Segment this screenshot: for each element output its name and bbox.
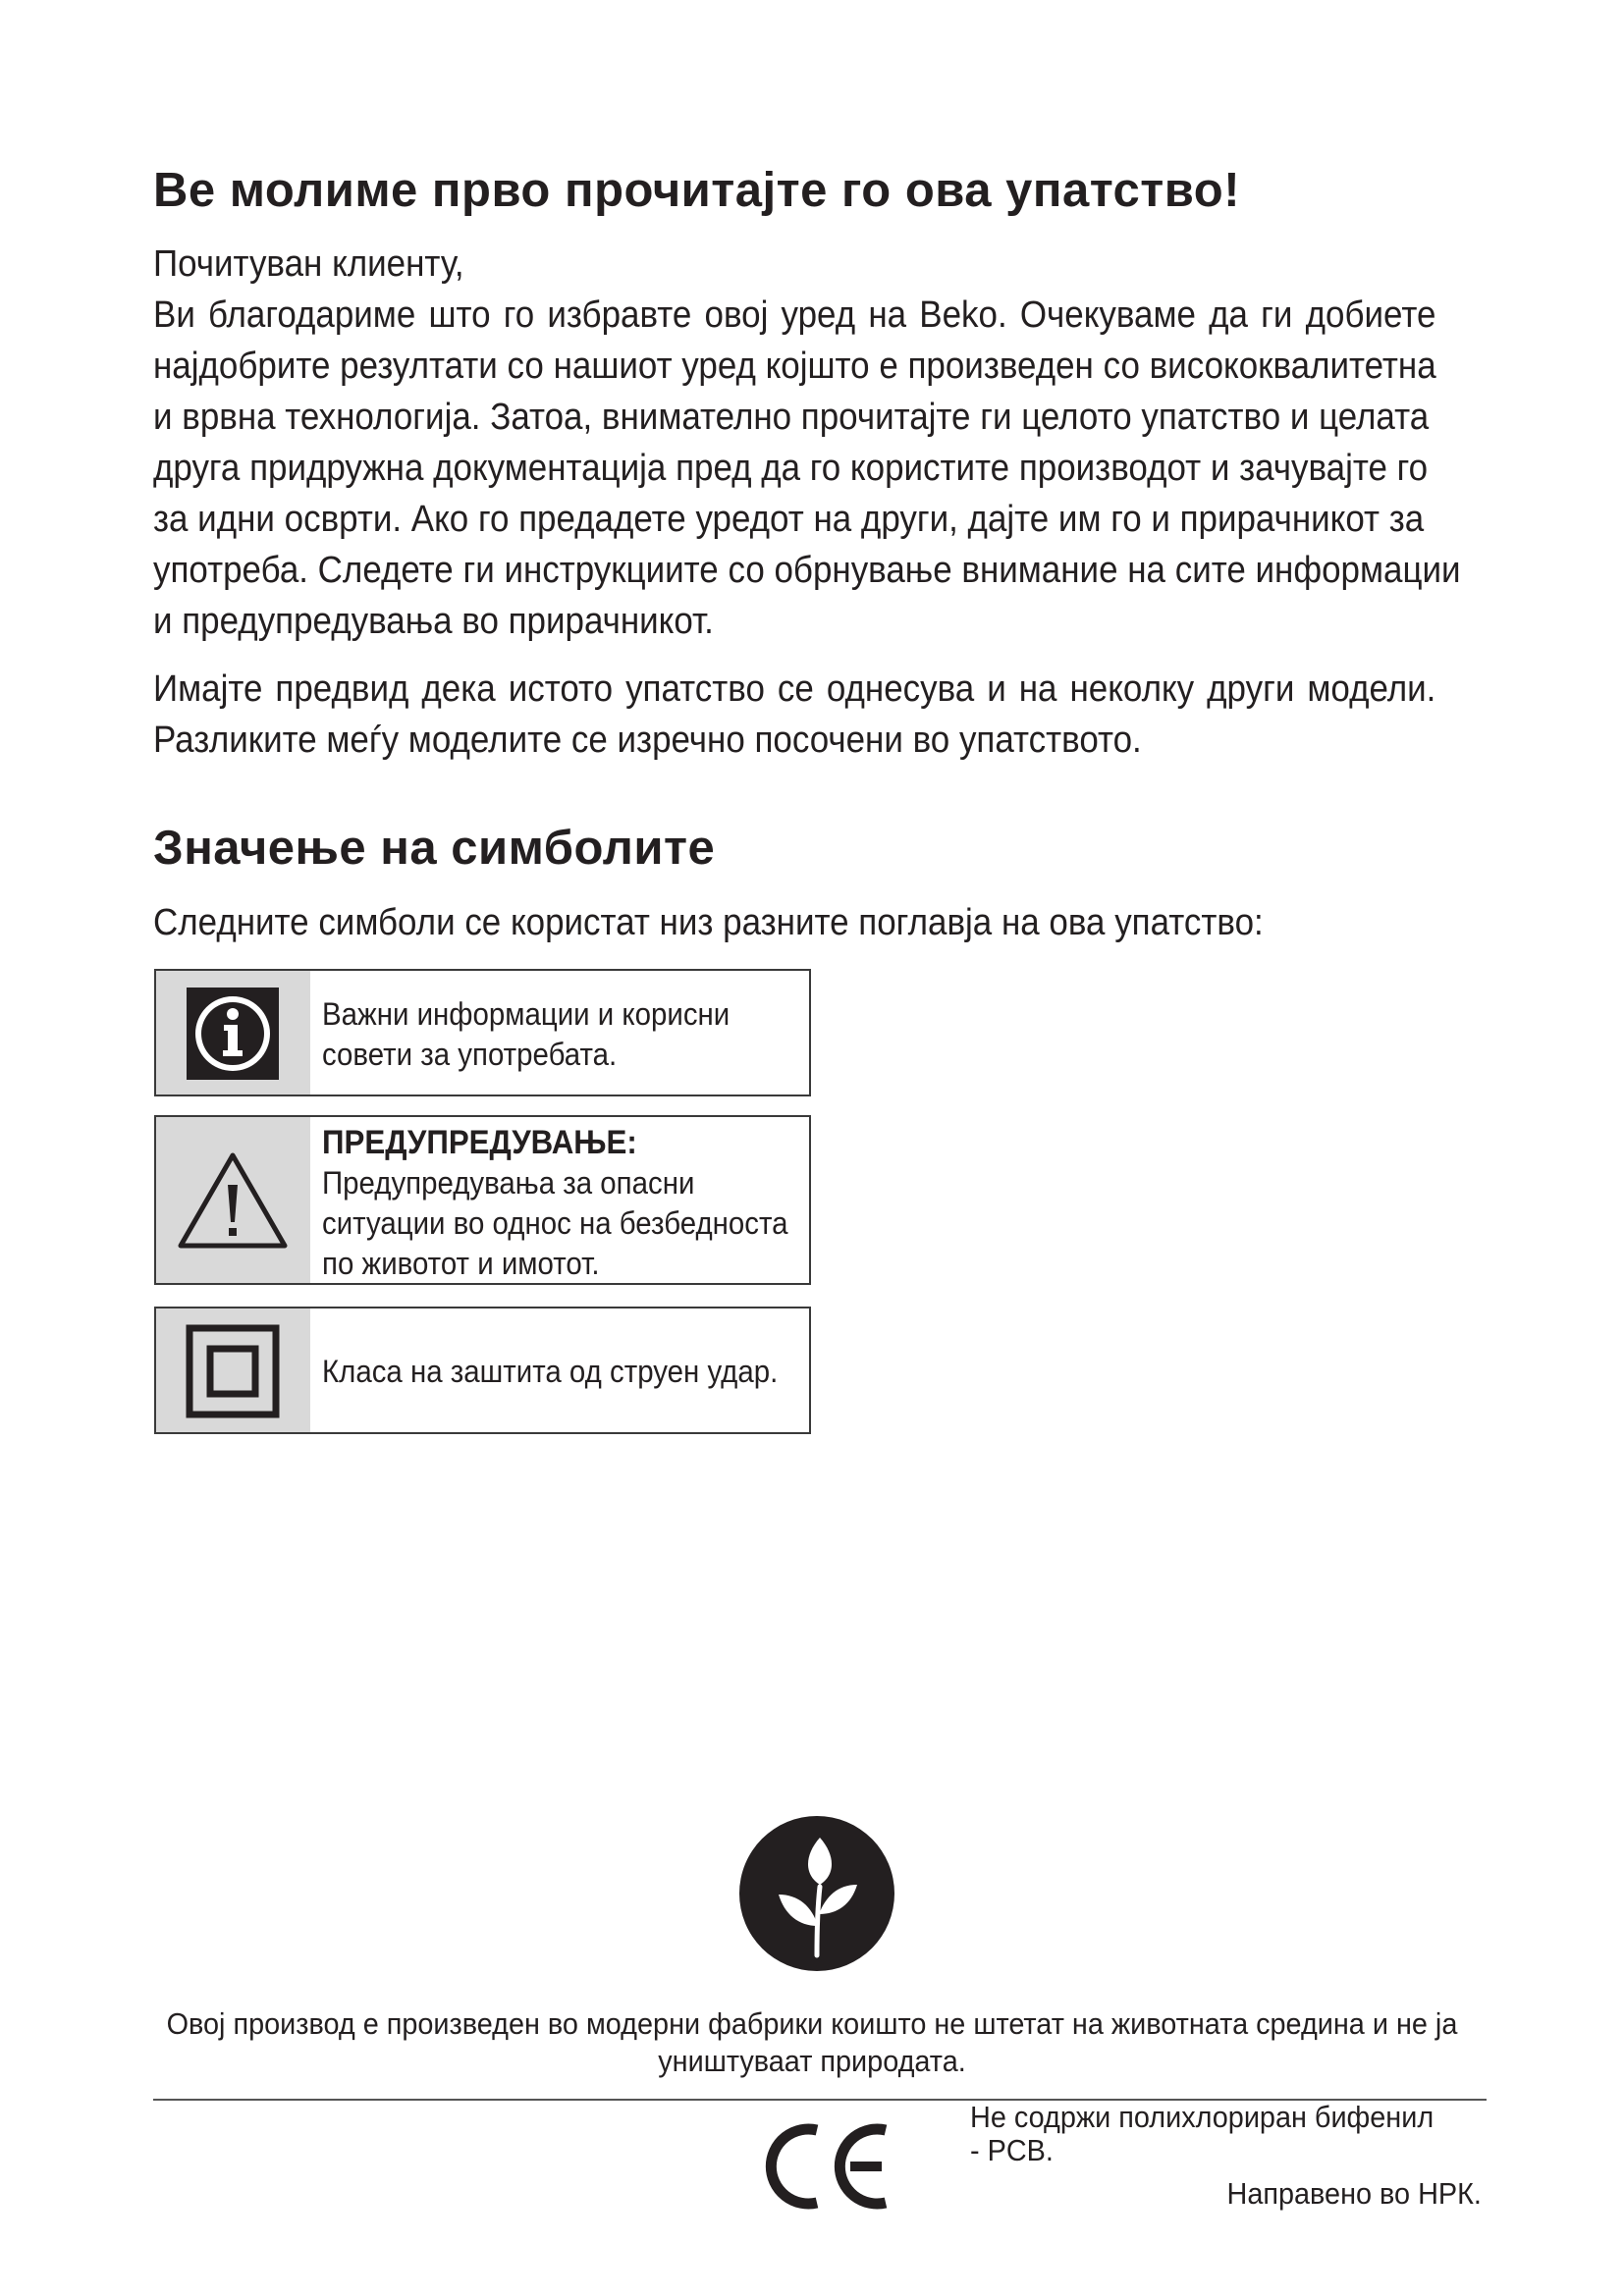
symbol-description-line: Класа на заштита од струен удар. <box>322 1354 779 1389</box>
paragraph-line: друга придружна документација пред да го користите производот и зачувајте го <box>153 448 1429 489</box>
paragraph-line: употреба. Следете ги инструкциите со обрнување внимание на сите информации <box>153 550 1461 591</box>
symbol-row-warning <box>154 1115 811 1285</box>
greeting: Почитуван клиенту, <box>153 243 464 285</box>
paragraph-line: најдобрите резултати со нашиот уред којшто е произведен со висококвалитетна <box>153 346 1436 387</box>
symbol-description-line: Предупредувања за опасни <box>322 1165 695 1201</box>
ce-mark-icon <box>760 2120 897 2213</box>
symbols-intro <box>153 897 1435 948</box>
symbol-description-line: Важни информации и корисни <box>322 996 731 1032</box>
symbol-row-protection-class <box>154 1307 811 1434</box>
eco-leaf-icon <box>739 1816 894 1971</box>
info-icon <box>187 988 279 1080</box>
symbol-description-line: ситуации во однос на безбедноста <box>322 1205 788 1241</box>
paragraph-line: и врвна технологија. Затоа, внимателно прочитајте ги целото упатство и целата <box>153 397 1430 438</box>
intro-paragraph <box>153 239 1461 647</box>
symbol-description-line: по животот и имотот. <box>322 1246 600 1281</box>
double-square-icon <box>186 1324 280 1418</box>
paragraph-line: и предупредувања во прирачникот. <box>153 601 714 642</box>
symbol-row-info <box>154 969 811 1096</box>
eco-statement <box>148 2005 1476 2080</box>
paragraph-line: Ви благодариме што го избравте овој уред на Beko. Очекуваме да ги добиете <box>153 294 1436 336</box>
eco-line: Овој производ е произведен во модерни фабрики коишто не штетат на животната средина и не ја <box>166 2006 1458 2041</box>
page-title: Ве молиме прво прочитајте го ова упатство! <box>153 164 1241 217</box>
symbols-subtitle: Следните симболи се користат низ разните поглавја на ова упатство: <box>153 902 1264 943</box>
symbol-description-line: совети за употребата. <box>322 1037 618 1072</box>
pcb-line: - PCB. <box>970 2133 1054 2167</box>
models-note <box>153 664 1435 766</box>
made-in: Направено во НРК. <box>1226 2176 1482 2211</box>
eco-line: уништуваат природата. <box>658 2044 966 2078</box>
warning-icon <box>177 1151 289 1250</box>
symbols-heading: Значење на симболите <box>153 822 716 875</box>
note-line: Имајте предвид дека истото упатство се однесува и на неколку други модели. <box>153 668 1436 710</box>
pcb-statement <box>970 2101 1434 2167</box>
pcb-line: Не содржи полихлориран бифенил <box>970 2100 1435 2134</box>
paragraph-line: за идни осврти. Ако го предадете уредот на други, дајте им го и прирачникот за <box>153 499 1425 540</box>
warning-title: ПРЕДУПРЕДУВАЊЕ: <box>322 1124 637 1161</box>
note-line: Разликите меѓу моделите се изречно посочени во упатството. <box>153 720 1142 761</box>
